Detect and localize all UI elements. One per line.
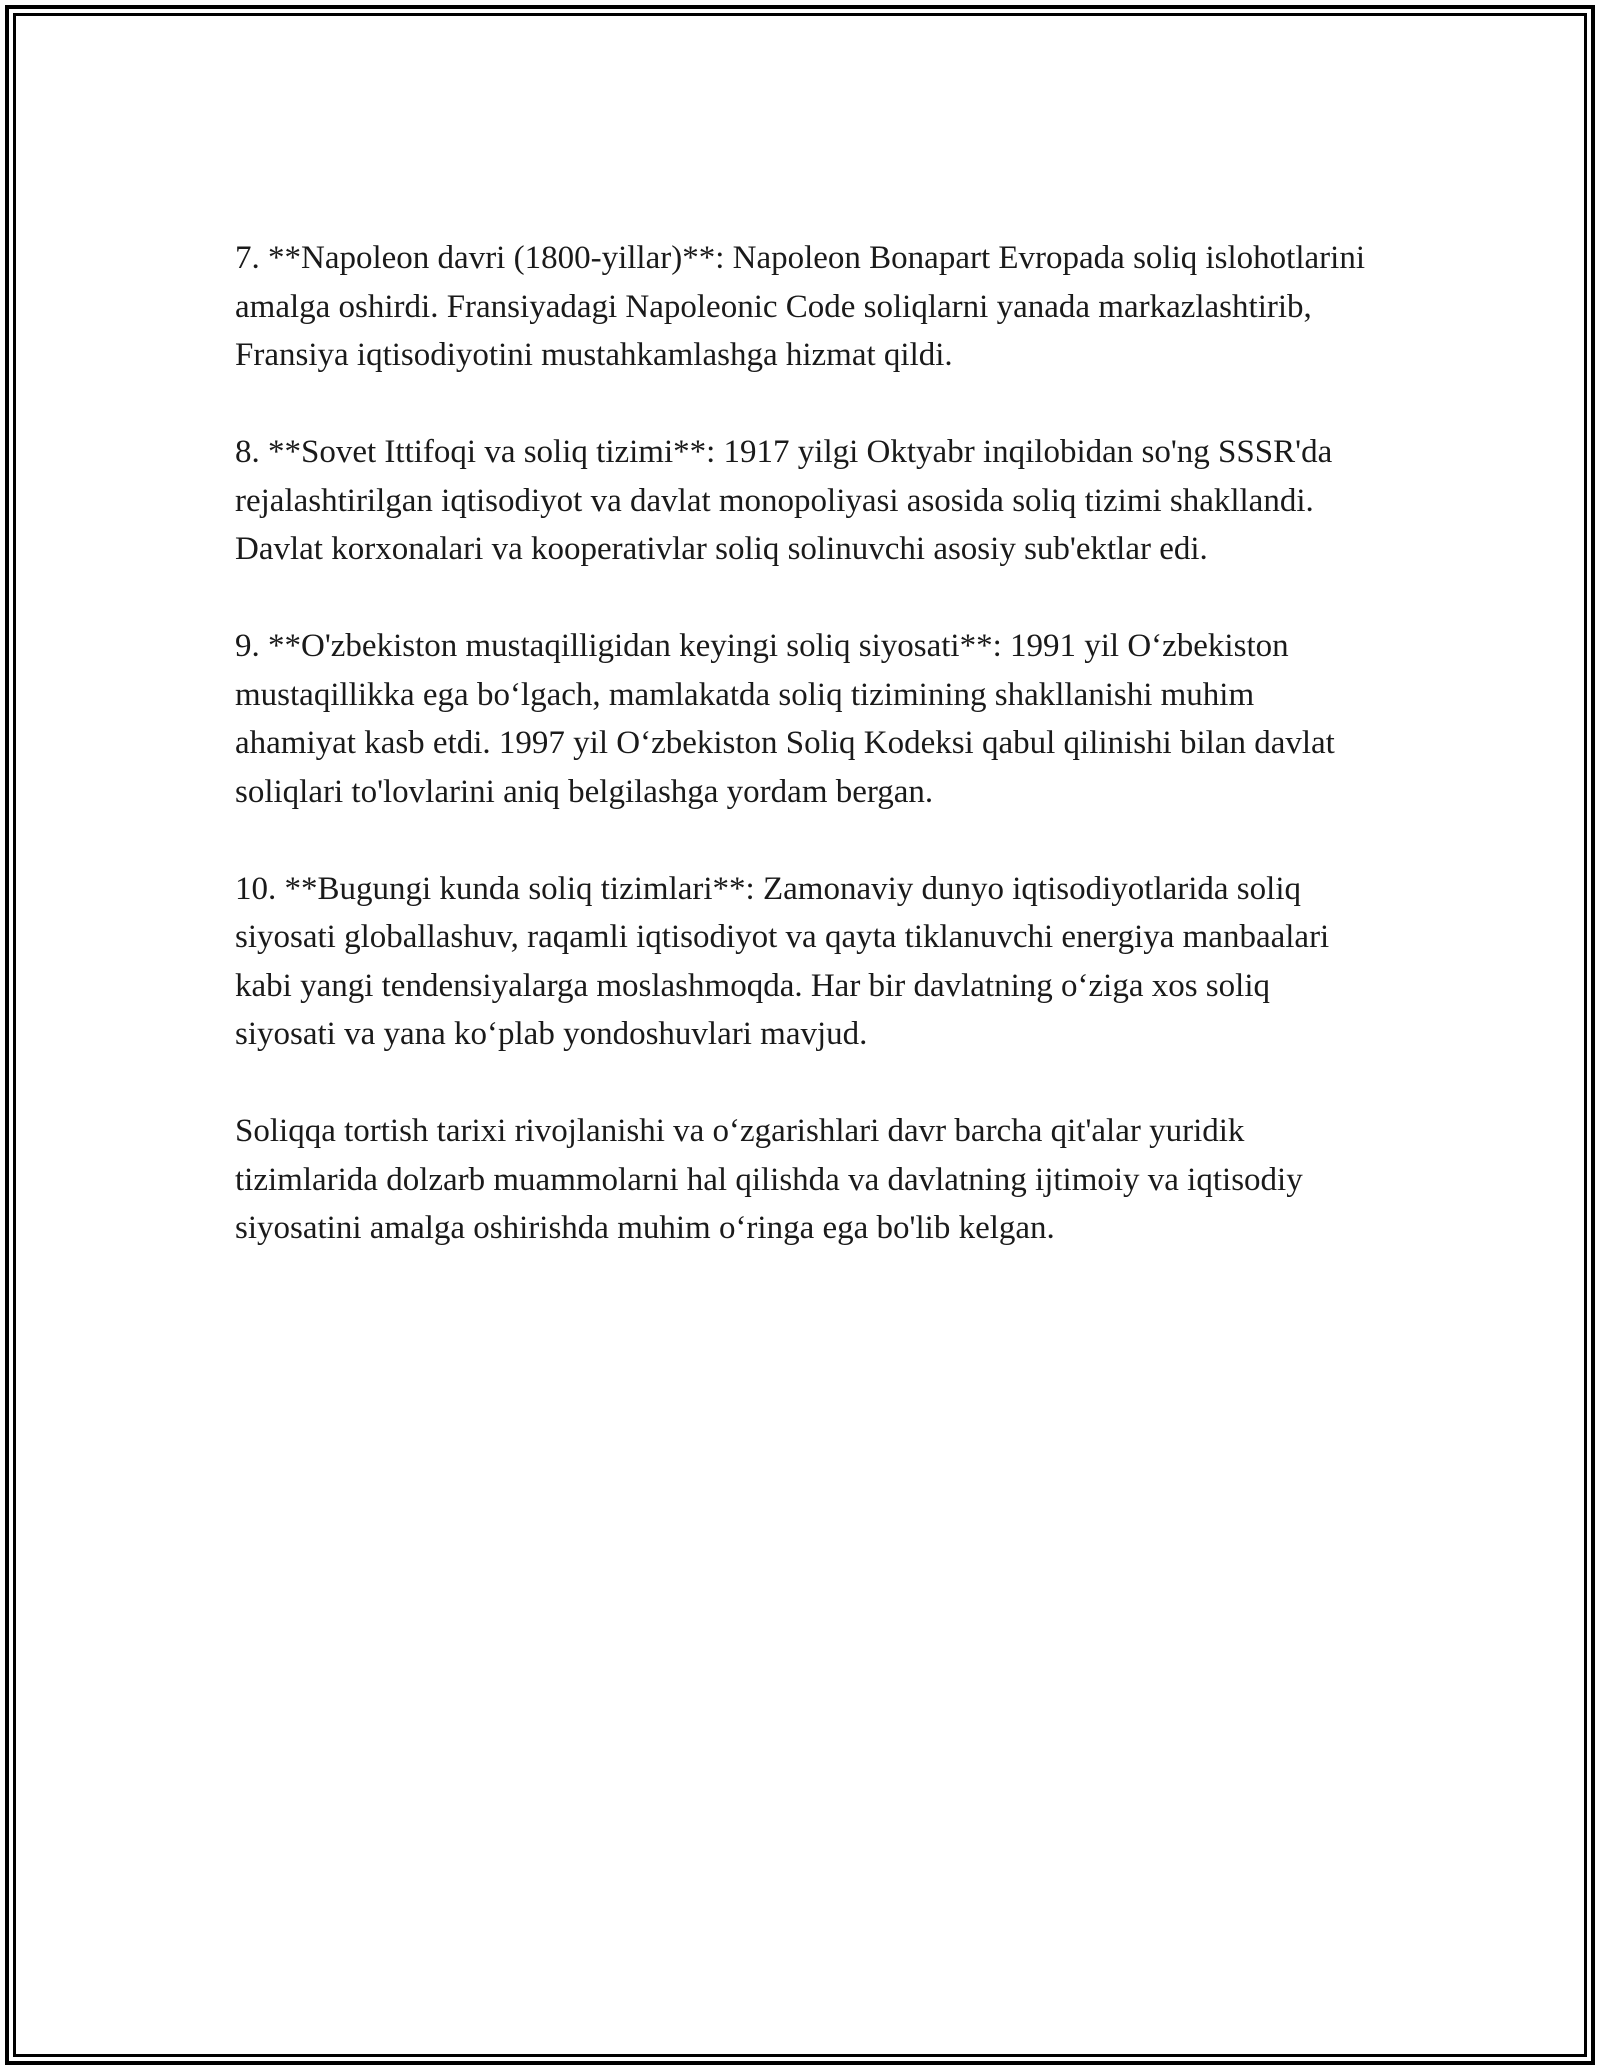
paragraph-uzbekistan-tax-policy: 9. **O'zbekiston mustaqilligidan keyingi soliq siyosati**: 1991 yil O‘zbekiston mustaqillikka ega bo‘lgach, mamlakatda soliq tizimining shakllanishi muhim ahamiyat kasb etdi. 1997 yil O‘zbekiston Soliq Kodeksi qabul qilinishi bilan davlat soliqlari to'lovlarini aniq belgilashga yordam bergan. [235,628,1335,810]
paragraph-modern-tax-systems: 10. **Bugungi kunda soliq tizimlari**: Zamonaviy dunyo iqtisodiyotlarida soliq siyosati globallashuv, raqamli iqtisodiyot va qayta tiklanuvchi energiya manbaalari kabi yangi tendensiyalarga moslashmoqda. Har bir davlatning o‘ziga xos soliq siyosati va yana ko‘plab yondoshuvlari mavjud. [235,870,1330,1052]
paragraph-conclusion: Soliqqa tortish tarixi rivojlanishi va o‘zgarishlari davr barcha qit'alar yuridik tizimlarida dolzarb muammolarni hal qilishda va davlatning ijtimoiy va iqtisodiy siyosatini amalga oshirishda muhim o‘ringa ega bo'lib kelgan. [235,1113,1303,1246]
paragraph-soviet-tax-system: 8. **Sovet Ittifoqi va soliq tizimi**: 1917 yilgi Oktyabr inqilobidan so'ng SSSR'da rejalashtirilgan iqtisodiyot va davlat monopoliyasi asosida soliq tizimi shakllandi. Davlat korxonalari va kooperativlar soliq solinuvchi asosiy sub'ektlar edi. [235,434,1333,567]
paragraph-napoleon-era: 7. **Napoleon davri (1800-yillar)**: Napoleon Bonapart Evropada soliq islohotlarini amalga oshirdi. Fransiyadagi Napoleonic Code soliqlarni yanada markazlashtirib, Fransiya iqtisodiyotini mustahkamlashga hizmat qildi. [235,240,1365,373]
document-body [235,234,1375,1301]
